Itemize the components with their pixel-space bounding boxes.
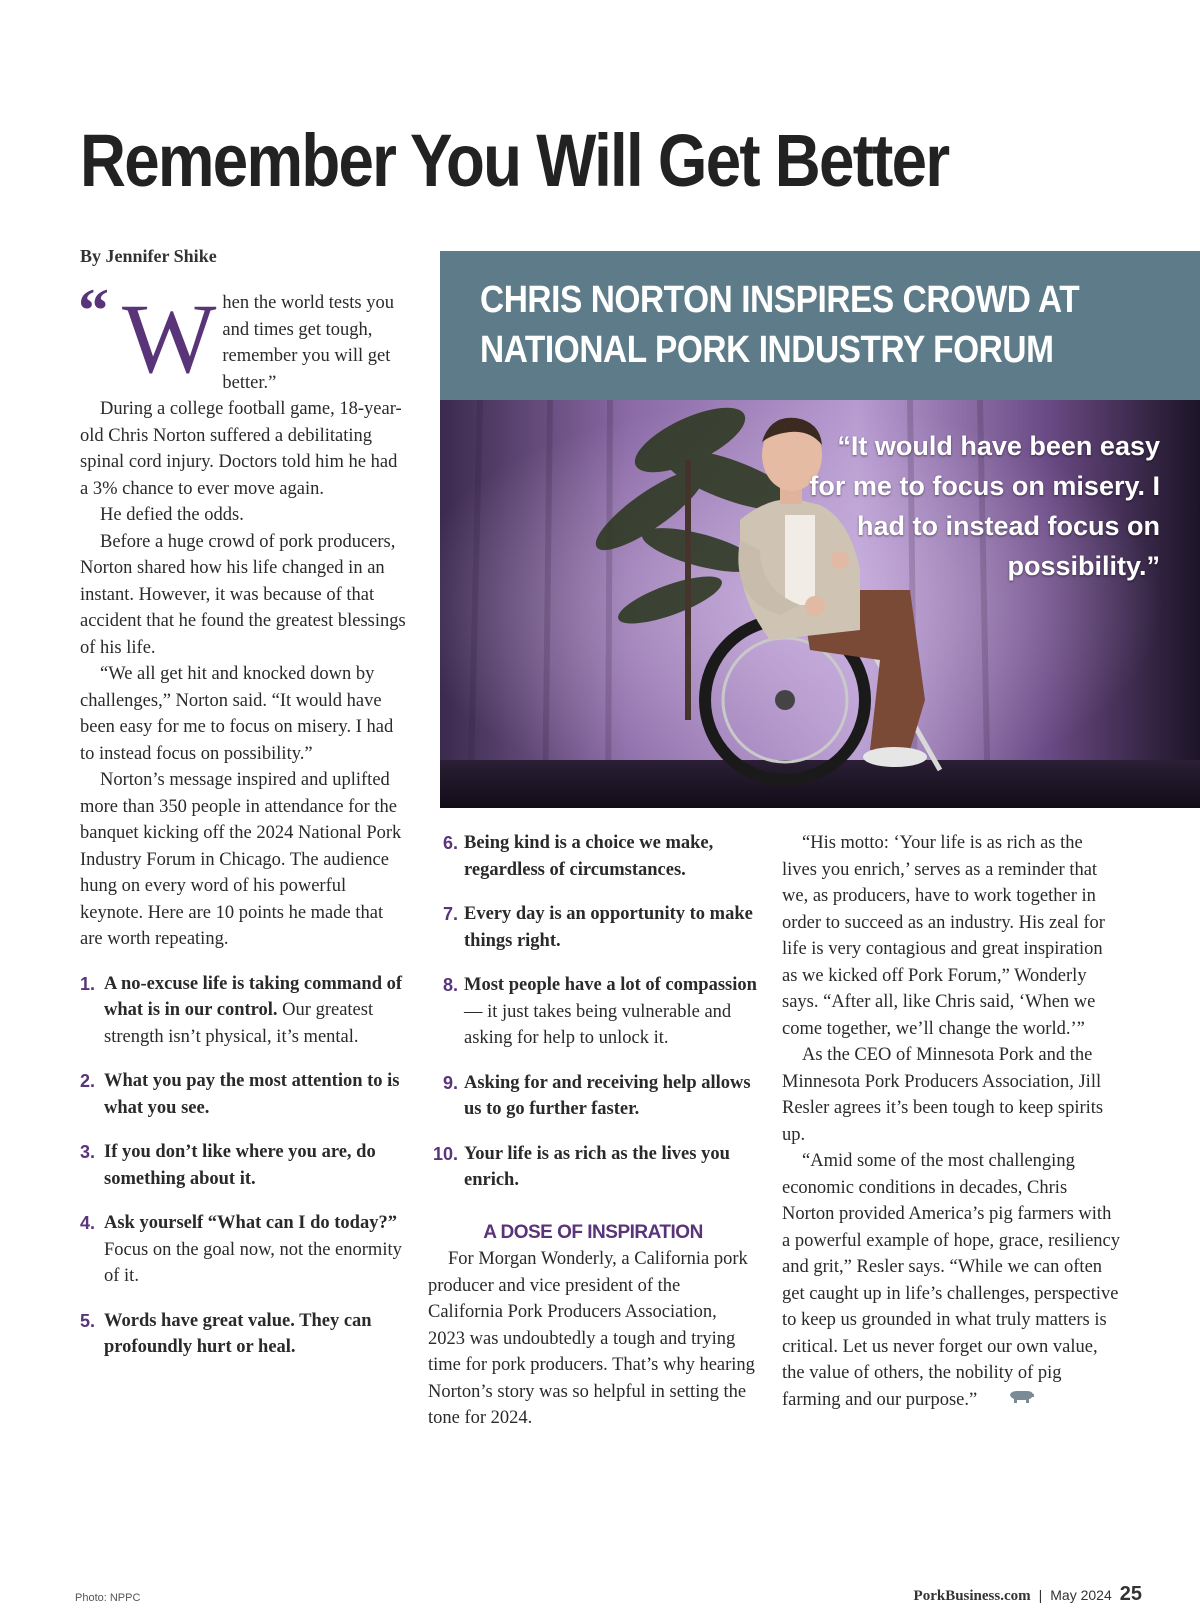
- list-item: 8. Most people have a lot of compassion — it just takes being vulnerable and asking for help to unlock it.: [442, 975, 757, 1048]
- byline: By Jennifer Shike: [80, 246, 217, 266]
- pull-quote: “It would have been easy for me to focus on misery. I had to instead focus on possibility.”: [809, 431, 1160, 581]
- list-item: 2. What you pay the most attention to is what you see.: [80, 1071, 400, 1118]
- list-item: 4. Ask yourself “What can I do today?” Focus on the goal now, not the enormity of it.: [80, 1213, 402, 1286]
- article-column-1: [78, 277, 410, 1361]
- list-item: 9. Asking for and receiving help allows us to go further faster.: [442, 1072, 751, 1119]
- paragraph: For Morgan Wonderly, a California pork producer and vice president of the California Pork Producers Association, 2023 was undoubtedly a tough and trying time for pork producers. That’s why hearing Norton’s story was so helpful in setting the tone for 2024.: [428, 1249, 755, 1428]
- list-item: 1. A no-excuse life is taking command of what is in our control. Our greatest strength isn’t physical, it’s mental.: [80, 973, 403, 1047]
- list-item: 6. Being kind is a choice we make, regardless of circumstances.: [442, 833, 714, 880]
- section-subhead: A DOSE OF INSPIRATION: [483, 1221, 703, 1243]
- closing-paragraph-text: “Amid some of the most challenging economic conditions in decades, Chris Norton provided America’s pig farmers with a powerful example of hope, grace, resiliency and grit,” Resler says. “While we can often get caught up in life’s challenges, perspective to keep us grounded in what truly matters is critical. Let us never forget our own value, the value of others, the nobility of pig farming and our purpose.”: [782, 1151, 1120, 1410]
- paragraph: As the CEO of Minnesota Pork and the Minnesota Pork Producers Association, Jill Resler agrees it’s been tough to keep spirits up.: [782, 1045, 1104, 1145]
- paragraph: During a college football game, 18-year-old Chris Norton suffered a debilitating spinal cord injury. Doctors told him he had a 3% chance to ever move again.: [80, 399, 402, 499]
- paragraph: [782, 1148, 1122, 1414]
- drop-cap: W: [122, 283, 217, 394]
- points-list-part-1: [80, 971, 410, 1361]
- article-column-2: [428, 830, 758, 1432]
- article-column-3: [782, 830, 1122, 1414]
- pig-icon: [987, 1387, 1035, 1414]
- footer-separator: |: [1038, 1587, 1043, 1603]
- publication-site: PorkBusiness.com: [913, 1588, 1031, 1604]
- paragraph: Norton’s message inspired and uplifted more than 350 people in attendance for the banquet kicking off the 2024 National Pork Industry Forum in Chicago. The audience hung on every word of his powerful keynote. Here are 10 points he made that are worth repeating.: [80, 770, 402, 949]
- issue-date: May 2024: [1050, 1587, 1112, 1603]
- opening-paragraph: [78, 277, 410, 396]
- paragraph: Before a huge crowd of pork producers, Norton shared how his life changed in an instant. However, it was because of that accident that he found the greatest blessings of his life.: [80, 531, 406, 658]
- page-footer: [914, 1583, 1142, 1606]
- list-item: 10. Your life is as rich as the lives you enrich.: [432, 1143, 730, 1190]
- list-item: 5. Words have great value. They can profoundly hurt or heal.: [80, 1310, 372, 1357]
- photo-credit: Photo: NPPC: [75, 1592, 141, 1604]
- banner-title: CHRIS NORTON INSPIRES CROWD AT NATIONAL PORK INDUSTRY FORUM: [480, 279, 1080, 371]
- open-quote-mark: “: [78, 277, 109, 345]
- paragraph: “His motto: ‘Your life is as rich as the lives you enrich,’ serves as a reminder that we, as producers, have to work together in order to succeed as an industry. His zeal for life is very contagious and great inspiration as we kicked off Pork Forum,” Wonderly says. “After all, like Chris said, ‘When we come together, we’ll change the world.’”: [782, 833, 1105, 1039]
- paragraph: hen the world tests you and times get tough, remember you will get better.”: [222, 293, 395, 393]
- speaker-photo: [440, 400, 1200, 808]
- feature-banner: [440, 251, 1200, 400]
- points-list-part-2: [428, 830, 758, 1194]
- headline: Remember You Will Get Better: [80, 119, 949, 202]
- list-item: 3. If you don’t like where you are, do something about it.: [80, 1142, 376, 1189]
- list-item: 7. Every day is an opportunity to make things right.: [442, 904, 753, 951]
- paragraph: He defied the odds.: [100, 505, 244, 525]
- paragraph: “We all get hit and knocked down by challenges,” Norton said. “It would have been easy for me to focus on misery. I had to instead focus on possibility.”: [80, 664, 394, 764]
- page-number: 25: [1119, 1583, 1142, 1605]
